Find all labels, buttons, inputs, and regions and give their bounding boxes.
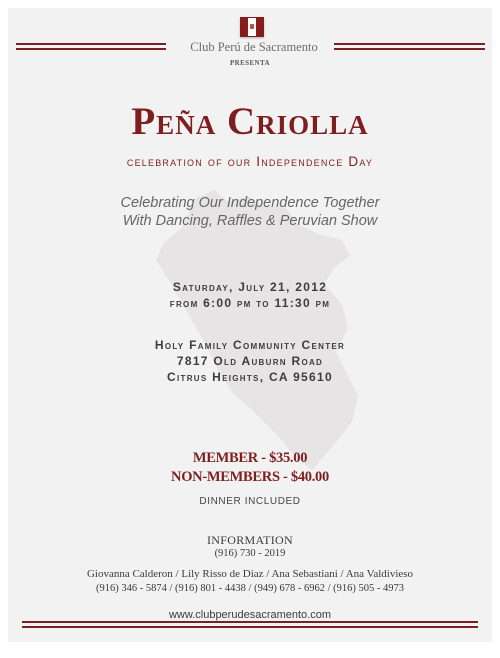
dinner-note: DINNER INCLUDED — [199, 496, 301, 507]
member-price: MEMBER - $35.00 — [192, 450, 308, 466]
event-time: from 6:00 pm to 11:30 pm — [169, 296, 331, 310]
club-logo — [240, 17, 264, 37]
flag-left-stripe — [241, 18, 248, 36]
venue-city: Citrus Heights, CA 95610 — [167, 370, 333, 384]
flag-crest — [250, 24, 254, 29]
website-link[interactable]: www.clubperudesacramento.com — [168, 609, 332, 621]
header-rule-left-top — [16, 43, 166, 45]
footer-rule-bottom — [22, 626, 478, 628]
event-title: Peña Criolla — [131, 100, 369, 143]
venue-street: 7817 Old Auburn Road — [176, 354, 324, 368]
flag-right-stripe — [256, 18, 263, 36]
information-phone: (916) 730 - 2019 — [214, 548, 286, 559]
header-rule-left-bottom — [16, 48, 166, 50]
venue-name: Holy Family Community Center — [154, 338, 346, 352]
tagline-line-2: With Dancing, Raffles & Peruvian Show — [122, 213, 378, 229]
presents-label: PRESENTA — [229, 59, 271, 67]
peru-map-icon — [136, 186, 376, 476]
footer-rule-top — [22, 621, 478, 623]
contact-names: Giovanna Calderon / Lily Risso de Diaz / Ana Sebastiani / Ana Valdivieso — [86, 568, 414, 580]
information-heading: INFORMATION — [207, 533, 293, 547]
event-subtitle: celebration of our Independence Day — [126, 154, 374, 169]
club-name: Club Perú de Sacramento — [190, 40, 318, 54]
event-date: Saturday, July 21, 2012 — [172, 280, 328, 294]
flyer — [8, 8, 492, 642]
header-rule-right-top — [334, 43, 485, 45]
non-member-price: NON-MEMBERS - $40.00 — [171, 469, 329, 485]
header-rule-right-bottom — [334, 48, 485, 50]
tagline-line-1: Celebrating Our Independence Together — [120, 195, 380, 211]
contact-phones: (916) 346 - 5874 / (916) 801 - 4438 / (949) 678 - 6962 / (916) 505 - 4973 — [96, 583, 404, 594]
